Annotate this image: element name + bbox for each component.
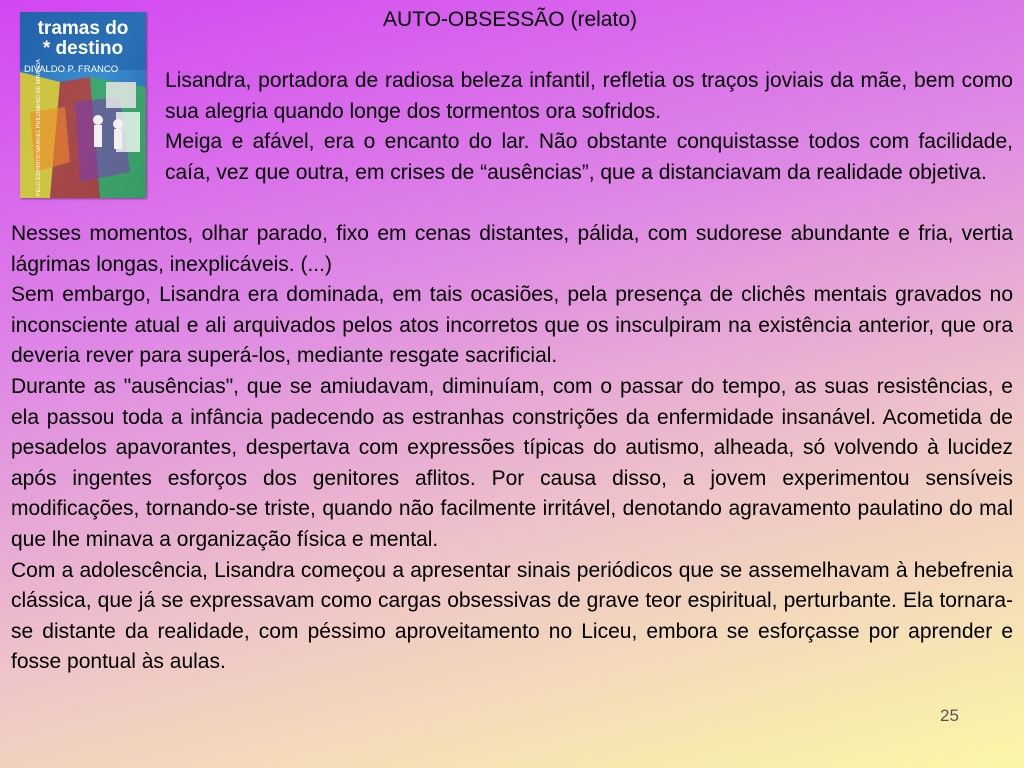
paragraph: Sem embargo, Lisandra era dominada, em tais ocasiões, pela presença de clichês mentais gravados no inconsciente atual e ali arquivados pelos atos incorretos que os insculpiram na existência anterior, que ora deveria rever para superá-los, mediante resgate sacrificial. <box>11 283 1013 368</box>
book-cover-illustration <box>20 12 146 198</box>
slide-title: AUTO-OBSESSÃO (relato) <box>382 8 637 31</box>
paragraph: Nesses momentos, olhar parado, fixo em cenas distantes, pálida, com sudorese abundante e fria, vertia lágrimas longas, inexplicáveis. (...) <box>11 222 1013 276</box>
paragraph: Durante as "ausências", que se amiudavam, diminuíam, com o passar do tempo, as suas resistências, e ela passou toda a infância padecendo as estranhas constrições da enfermidade insanável. Acometida de pesadelos apavorantes, despertava com expressões típicas do autismo, alheada, só volvendo à lucidez após ingentes esforços dos genitores aflitos. Por causa disso, a jovem experimentou sensíveis modificações, tornando-se triste, quando não facilmente irritável, denotando agravamento paulatino do mal que lhe minava a organização física e mental. <box>11 374 1013 551</box>
book-author: DIVALDO P. FRANCO <box>24 64 119 75</box>
book-spine-text: PELO ESPÍRITO MANOEL PHILOMENO DE MIRANDA <box>36 59 42 196</box>
paragraph: Lisandra, portadora de radiosa beleza infantil, refletia os traços joviais da mãe, bem como sua alegria quando longe dos tormentos ora sofridos. <box>165 69 1013 123</box>
book-cover-image <box>20 12 146 198</box>
book-title-line2: * destino <box>42 38 124 59</box>
paragraph: Meiga e afável, era o encanto do lar. Não obstante conquistasse todos com facilidade, caía, vez que outra, em crises de “ausências”, que a distanciavam da realidade objetiva. <box>165 130 1013 184</box>
book-title-line1: tramas do <box>37 18 129 39</box>
intro-text <box>165 66 1013 188</box>
page-number: 25 <box>940 706 959 725</box>
main-text <box>11 219 1013 678</box>
paragraph: Com a adolescência, Lisandra começou a apresentar sinais periódicos que se assemelhavam à hebefrenia clássica, que já se expressavam como cargas obsessivas de grave teor espiritual, perturbante. Ela tornara-se distante da realidade, com péssimo aproveitamento no Liceu, embora se esforçasse por aprender e fosse pontual às aulas. <box>11 558 1013 674</box>
